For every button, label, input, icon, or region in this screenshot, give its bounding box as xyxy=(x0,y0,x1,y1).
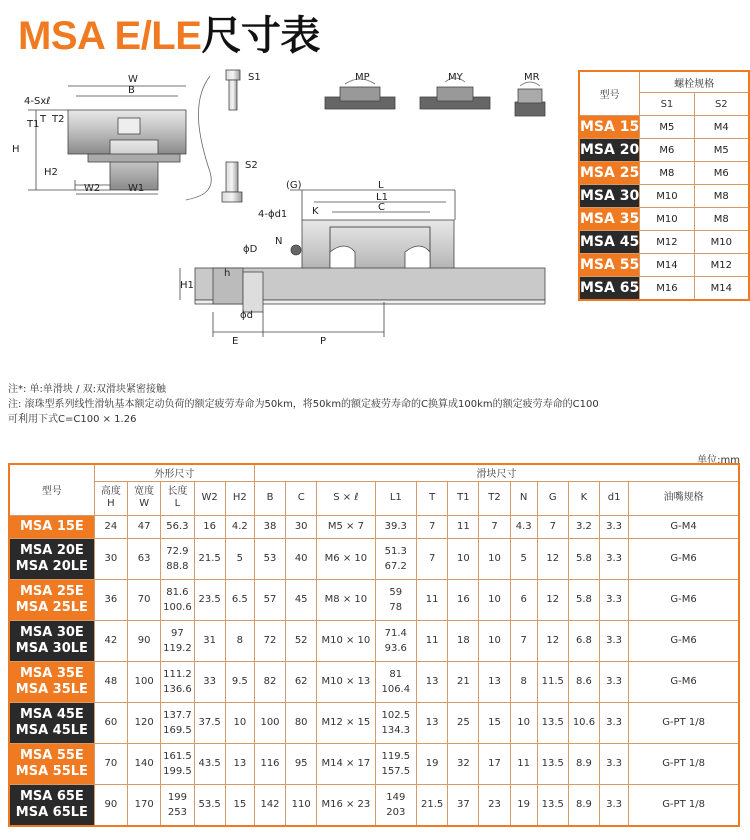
label-g: (G) xyxy=(286,180,302,191)
bolt-spec-table xyxy=(578,70,750,301)
spec-cell-w: 100 xyxy=(128,661,161,702)
page-title xyxy=(18,4,320,61)
spec-cell-k: 5.8 xyxy=(568,579,599,620)
label-h: H xyxy=(12,144,20,155)
spec-cell-sxl: M14 × 17 xyxy=(317,743,375,784)
label-k: K xyxy=(312,206,319,217)
bolt-header-s1: S1 xyxy=(640,93,694,116)
spec-header-c: C xyxy=(286,481,317,515)
spec-model: MSA 45E MSA 45LE xyxy=(9,702,94,743)
notes xyxy=(8,382,599,427)
spec-header-outer: 外形尺寸 xyxy=(94,464,254,481)
spec-cell-sxl: M12 × 15 xyxy=(317,702,375,743)
spec-model: MSA 25E MSA 25LE xyxy=(9,579,94,620)
bolt-model: MSA 55 xyxy=(579,254,640,277)
spec-cell-h: 36 xyxy=(94,579,127,620)
bolt-model: MSA 20 xyxy=(579,139,640,162)
spec-cell-d1: 3.3 xyxy=(600,661,629,702)
label-t: T xyxy=(40,114,47,125)
table-row xyxy=(9,515,739,538)
spec-cell-c: 80 xyxy=(286,702,317,743)
label-mp: MP xyxy=(355,72,370,83)
spec-cell-n: 19 xyxy=(510,784,537,826)
table-row xyxy=(9,784,739,826)
spec-cell-h2: 10 xyxy=(225,702,254,743)
spec-cell-b: 57 xyxy=(254,579,285,620)
spec-cell-t2: 17 xyxy=(479,743,510,784)
spec-cell-l1: 59 78 xyxy=(375,579,417,620)
bolt-row xyxy=(579,208,749,231)
spec-header-t: T xyxy=(417,481,448,515)
spec-cell-n: 4.3 xyxy=(510,515,537,538)
spec-cell-d1: 3.3 xyxy=(600,784,629,826)
bolt-s2: M4 xyxy=(694,116,749,139)
spec-cell-w2: 33 xyxy=(194,661,225,702)
spec-cell-w2: 37.5 xyxy=(194,702,225,743)
bolt-s2: M8 xyxy=(694,208,749,231)
bolt-s1: M6 xyxy=(640,139,694,162)
spec-cell-h2: 13 xyxy=(225,743,254,784)
spec-model: MSA 30E MSA 30LE xyxy=(9,620,94,661)
bolt-model: MSA 25 xyxy=(579,162,640,185)
spec-cell-g: 12 xyxy=(537,538,568,579)
bolt-s1: M12 xyxy=(640,231,694,254)
label-b: B xyxy=(128,85,135,96)
spec-cell-t2: 13 xyxy=(479,661,510,702)
spec-cell-n: 5 xyxy=(510,538,537,579)
bolt-row xyxy=(579,162,749,185)
title-suffix: 尺寸表 xyxy=(201,14,320,58)
spec-cell-d1: 3.3 xyxy=(600,579,629,620)
spec-cell-t1: 18 xyxy=(448,620,479,661)
bolt-header-model: 型号 xyxy=(579,71,640,116)
bolt-row xyxy=(579,139,749,162)
spec-cell-l1: 39.3 xyxy=(375,515,417,538)
label-sxl: 4-Sxℓ xyxy=(24,96,51,107)
spec-cell-h: 70 xyxy=(94,743,127,784)
dimension-drawing xyxy=(0,62,565,362)
unit-label: 单位:mm xyxy=(697,455,740,466)
spec-header-sxl: S × ℓ xyxy=(317,481,375,515)
label-e: E xyxy=(232,336,239,347)
spec-cell-t1: 11 xyxy=(448,515,479,538)
spec-cell-sxl: M10 × 13 xyxy=(317,661,375,702)
bolt-s1: M10 xyxy=(640,208,694,231)
spec-cell-l1: 149 203 xyxy=(375,784,417,826)
spec-header-t1: T1 xyxy=(448,481,479,515)
spec-cell-l: 56.3 xyxy=(161,515,194,538)
spec-cell-t: 13 xyxy=(417,661,448,702)
label-s2: S2 xyxy=(245,160,258,171)
spec-cell-l: 97 119.2 xyxy=(161,620,194,661)
label-w: W xyxy=(128,74,138,85)
label-my: MY xyxy=(448,72,463,83)
spec-cell-t2: 10 xyxy=(479,620,510,661)
spec-cell-w2: 43.5 xyxy=(194,743,225,784)
spec-header-w: 宽度 W xyxy=(128,481,161,515)
dimension-spec-table xyxy=(8,463,740,827)
spec-cell-t: 13 xyxy=(417,702,448,743)
bolt-s1: M8 xyxy=(640,162,694,185)
spec-cell-b: 53 xyxy=(254,538,285,579)
spec-cell-h: 24 xyxy=(94,515,127,538)
bolt-s2: M5 xyxy=(694,139,749,162)
label-l1: L1 xyxy=(376,192,388,203)
label-w1: W1 xyxy=(128,183,145,194)
spec-header-k: K xyxy=(568,481,599,515)
spec-cell-g: 13.5 xyxy=(537,743,568,784)
title-prefix: MSA E/LE xyxy=(18,14,202,58)
spec-cell-w: 63 xyxy=(128,538,161,579)
spec-cell-t: 7 xyxy=(417,515,448,538)
spec-cell-c: 62 xyxy=(286,661,317,702)
label-h1: H1 xyxy=(180,280,194,291)
spec-cell-g: 12 xyxy=(537,579,568,620)
spec-cell-w: 90 xyxy=(128,620,161,661)
spec-header-w2: W2 xyxy=(194,481,225,515)
spec-cell-t: 11 xyxy=(417,579,448,620)
bolt-header-group: 螺栓规格 xyxy=(640,71,749,93)
spec-cell-t: 7 xyxy=(417,538,448,579)
spec-header-block: 滑块尺寸 xyxy=(254,464,739,481)
bolt-s1: M16 xyxy=(640,277,694,301)
spec-cell-t2: 15 xyxy=(479,702,510,743)
table-row xyxy=(9,538,739,579)
label-d1: 4-ϕd1 xyxy=(258,209,288,220)
bolt-model: MSA 30 xyxy=(579,185,640,208)
spec-header-h: 高度 H xyxy=(94,481,127,515)
bolt-s2: M8 xyxy=(694,185,749,208)
spec-cell-d1: 3.3 xyxy=(600,702,629,743)
label-c: C xyxy=(378,202,385,213)
spec-cell-c: 40 xyxy=(286,538,317,579)
spec-cell-w: 70 xyxy=(128,579,161,620)
spec-cell-n: 7 xyxy=(510,620,537,661)
label-h2: H2 xyxy=(44,167,58,178)
bolt-row xyxy=(579,277,749,301)
note-line-2: 注: 滚珠型系列线性滑轨基本额定动负荷的额定疲劳寿命为50km，将50km的额定疲劳寿命的C换算成100km的额定疲劳寿命的C100 xyxy=(8,399,599,410)
label-hh: h xyxy=(224,268,231,279)
spec-cell-t: 11 xyxy=(417,620,448,661)
spec-cell-g: 11.5 xyxy=(537,661,568,702)
spec-cell-t: 21.5 xyxy=(417,784,448,826)
spec-cell-c: 45 xyxy=(286,579,317,620)
spec-cell-d1: 3.3 xyxy=(600,620,629,661)
spec-cell-l1: 81 106.4 xyxy=(375,661,417,702)
spec-header-d1: d1 xyxy=(600,481,629,515)
spec-header-g: G xyxy=(537,481,568,515)
spec-cell-sxl: M6 × 10 xyxy=(317,538,375,579)
spec-cell-n: 8 xyxy=(510,661,537,702)
spec-cell-k: 8.9 xyxy=(568,743,599,784)
spec-cell-sxl: M16 × 23 xyxy=(317,784,375,826)
spec-cell-k: 8.9 xyxy=(568,784,599,826)
spec-cell-h2: 4.2 xyxy=(225,515,254,538)
label-od2: ϕd xyxy=(240,310,253,321)
spec-cell-d1: 3.3 xyxy=(600,515,629,538)
table-row xyxy=(9,579,739,620)
bolt-s2: M12 xyxy=(694,254,749,277)
label-mr: MR xyxy=(524,72,540,83)
spec-cell-h: 42 xyxy=(94,620,127,661)
spec-cell-nozzle: G-M6 xyxy=(629,538,739,579)
spec-cell-sxl: M5 × 7 xyxy=(317,515,375,538)
table-row xyxy=(9,743,739,784)
spec-cell-sxl: M10 × 10 xyxy=(317,620,375,661)
spec-cell-t2: 10 xyxy=(479,538,510,579)
bolt-s2: M6 xyxy=(694,162,749,185)
spec-cell-h2: 5 xyxy=(225,538,254,579)
spec-header-n: N xyxy=(510,481,537,515)
spec-cell-w: 47 xyxy=(128,515,161,538)
bolt-model: MSA 15 xyxy=(579,116,640,139)
spec-cell-h: 90 xyxy=(94,784,127,826)
spec-cell-d1: 3.3 xyxy=(600,538,629,579)
spec-cell-b: 82 xyxy=(254,661,285,702)
bolt-s1: M14 xyxy=(640,254,694,277)
spec-cell-b: 116 xyxy=(254,743,285,784)
spec-cell-g: 7 xyxy=(537,515,568,538)
spec-cell-nozzle: G-M4 xyxy=(629,515,739,538)
spec-cell-k: 10.6 xyxy=(568,702,599,743)
spec-cell-t1: 32 xyxy=(448,743,479,784)
spec-cell-l: 199 253 xyxy=(161,784,194,826)
spec-cell-l1: 71.4 93.6 xyxy=(375,620,417,661)
bolt-s2: M14 xyxy=(694,277,749,301)
spec-cell-n: 10 xyxy=(510,702,537,743)
bolt-header-s2: S2 xyxy=(694,93,749,116)
bolt-row xyxy=(579,185,749,208)
spec-cell-l1: 51.3 67.2 xyxy=(375,538,417,579)
spec-cell-h2: 9.5 xyxy=(225,661,254,702)
spec-cell-n: 6 xyxy=(510,579,537,620)
spec-cell-w2: 53.5 xyxy=(194,784,225,826)
bolt-row xyxy=(579,254,749,277)
spec-model: MSA 20E MSA 20LE xyxy=(9,538,94,579)
spec-header-nozzle: 油嘴规格 xyxy=(629,481,739,515)
spec-cell-t2: 10 xyxy=(479,579,510,620)
note-line-1: 注*: 单:单滑块 / 双:双滑块紧密接触 xyxy=(8,384,167,395)
spec-cell-n: 11 xyxy=(510,743,537,784)
spec-cell-h: 48 xyxy=(94,661,127,702)
spec-cell-g: 13.5 xyxy=(537,702,568,743)
spec-cell-b: 72 xyxy=(254,620,285,661)
spec-cell-w: 170 xyxy=(128,784,161,826)
bolt-model: MSA 35 xyxy=(579,208,640,231)
bolt-model: MSA 45 xyxy=(579,231,640,254)
spec-header-b: B xyxy=(254,481,285,515)
spec-cell-c: 52 xyxy=(286,620,317,661)
spec-cell-l1: 119.5 157.5 xyxy=(375,743,417,784)
spec-cell-w2: 16 xyxy=(194,515,225,538)
spec-cell-nozzle: G-PT 1/8 xyxy=(629,702,739,743)
spec-cell-nozzle: G-M6 xyxy=(629,620,739,661)
spec-cell-t1: 16 xyxy=(448,579,479,620)
spec-model: MSA 35E MSA 35LE xyxy=(9,661,94,702)
spec-cell-sxl: M8 × 10 xyxy=(317,579,375,620)
spec-cell-k: 8.6 xyxy=(568,661,599,702)
label-od: ϕD xyxy=(243,244,258,255)
spec-cell-c: 110 xyxy=(286,784,317,826)
spec-cell-k: 3.2 xyxy=(568,515,599,538)
spec-cell-l: 72.9 88.8 xyxy=(161,538,194,579)
spec-cell-c: 30 xyxy=(286,515,317,538)
spec-cell-w2: 21.5 xyxy=(194,538,225,579)
bolt-s1: M5 xyxy=(640,116,694,139)
label-t2: T2 xyxy=(52,114,65,125)
spec-cell-l: 137.7 169.5 xyxy=(161,702,194,743)
spec-cell-t: 19 xyxy=(417,743,448,784)
spec-model: MSA 65E MSA 65LE xyxy=(9,784,94,826)
spec-cell-l: 81.6 100.6 xyxy=(161,579,194,620)
spec-cell-g: 13.5 xyxy=(537,784,568,826)
spec-header-h2: H2 xyxy=(225,481,254,515)
spec-cell-b: 38 xyxy=(254,515,285,538)
spec-cell-h: 60 xyxy=(94,702,127,743)
spec-cell-nozzle: G-M6 xyxy=(629,661,739,702)
spec-cell-k: 6.8 xyxy=(568,620,599,661)
spec-cell-nozzle: G-PT 1/8 xyxy=(629,784,739,826)
spec-model: MSA 55E MSA 55LE xyxy=(9,743,94,784)
spec-cell-d1: 3.3 xyxy=(600,743,629,784)
table-row xyxy=(9,620,739,661)
spec-cell-t1: 10 xyxy=(448,538,479,579)
spec-cell-k: 5.8 xyxy=(568,538,599,579)
spec-cell-h2: 15 xyxy=(225,784,254,826)
spec-header-model: 型号 xyxy=(9,464,94,515)
spec-cell-t1: 21 xyxy=(448,661,479,702)
note-line-3: 可利用下式C=C100 × 1.26 xyxy=(8,414,137,425)
label-s1: S1 xyxy=(248,72,261,83)
label-n: N xyxy=(275,236,283,247)
spec-header-l: 长度 L xyxy=(161,481,194,515)
bolt-model: MSA 65 xyxy=(579,277,640,301)
bolt-s1: M10 xyxy=(640,185,694,208)
label-p: P xyxy=(320,336,327,347)
spec-cell-w2: 23.5 xyxy=(194,579,225,620)
spec-cell-nozzle: G-M6 xyxy=(629,579,739,620)
spec-cell-g: 12 xyxy=(537,620,568,661)
bolt-s2: M10 xyxy=(694,231,749,254)
spec-cell-h: 30 xyxy=(94,538,127,579)
table-row xyxy=(9,702,739,743)
spec-cell-b: 142 xyxy=(254,784,285,826)
spec-cell-w: 140 xyxy=(128,743,161,784)
spec-cell-w: 120 xyxy=(128,702,161,743)
spec-model: MSA 15E xyxy=(9,515,94,538)
spec-cell-c: 95 xyxy=(286,743,317,784)
spec-cell-l: 161.5 199.5 xyxy=(161,743,194,784)
spec-cell-t1: 37 xyxy=(448,784,479,826)
label-l: L xyxy=(378,180,384,191)
spec-cell-t1: 25 xyxy=(448,702,479,743)
bolt-row xyxy=(579,231,749,254)
spec-cell-t2: 7 xyxy=(479,515,510,538)
spec-cell-l1: 102.5 134.3 xyxy=(375,702,417,743)
spec-cell-b: 100 xyxy=(254,702,285,743)
spec-cell-nozzle: G-PT 1/8 xyxy=(629,743,739,784)
spec-cell-h2: 6.5 xyxy=(225,579,254,620)
table-row xyxy=(9,661,739,702)
spec-cell-h2: 8 xyxy=(225,620,254,661)
spec-header-t2: T2 xyxy=(479,481,510,515)
spec-cell-t2: 23 xyxy=(479,784,510,826)
label-w2: W2 xyxy=(84,183,101,194)
spec-cell-l: 111.2 136.6 xyxy=(161,661,194,702)
bolt-row xyxy=(579,116,749,139)
label-t1: T1 xyxy=(27,119,40,130)
spec-header-l1: L1 xyxy=(375,481,417,515)
spec-cell-w2: 31 xyxy=(194,620,225,661)
